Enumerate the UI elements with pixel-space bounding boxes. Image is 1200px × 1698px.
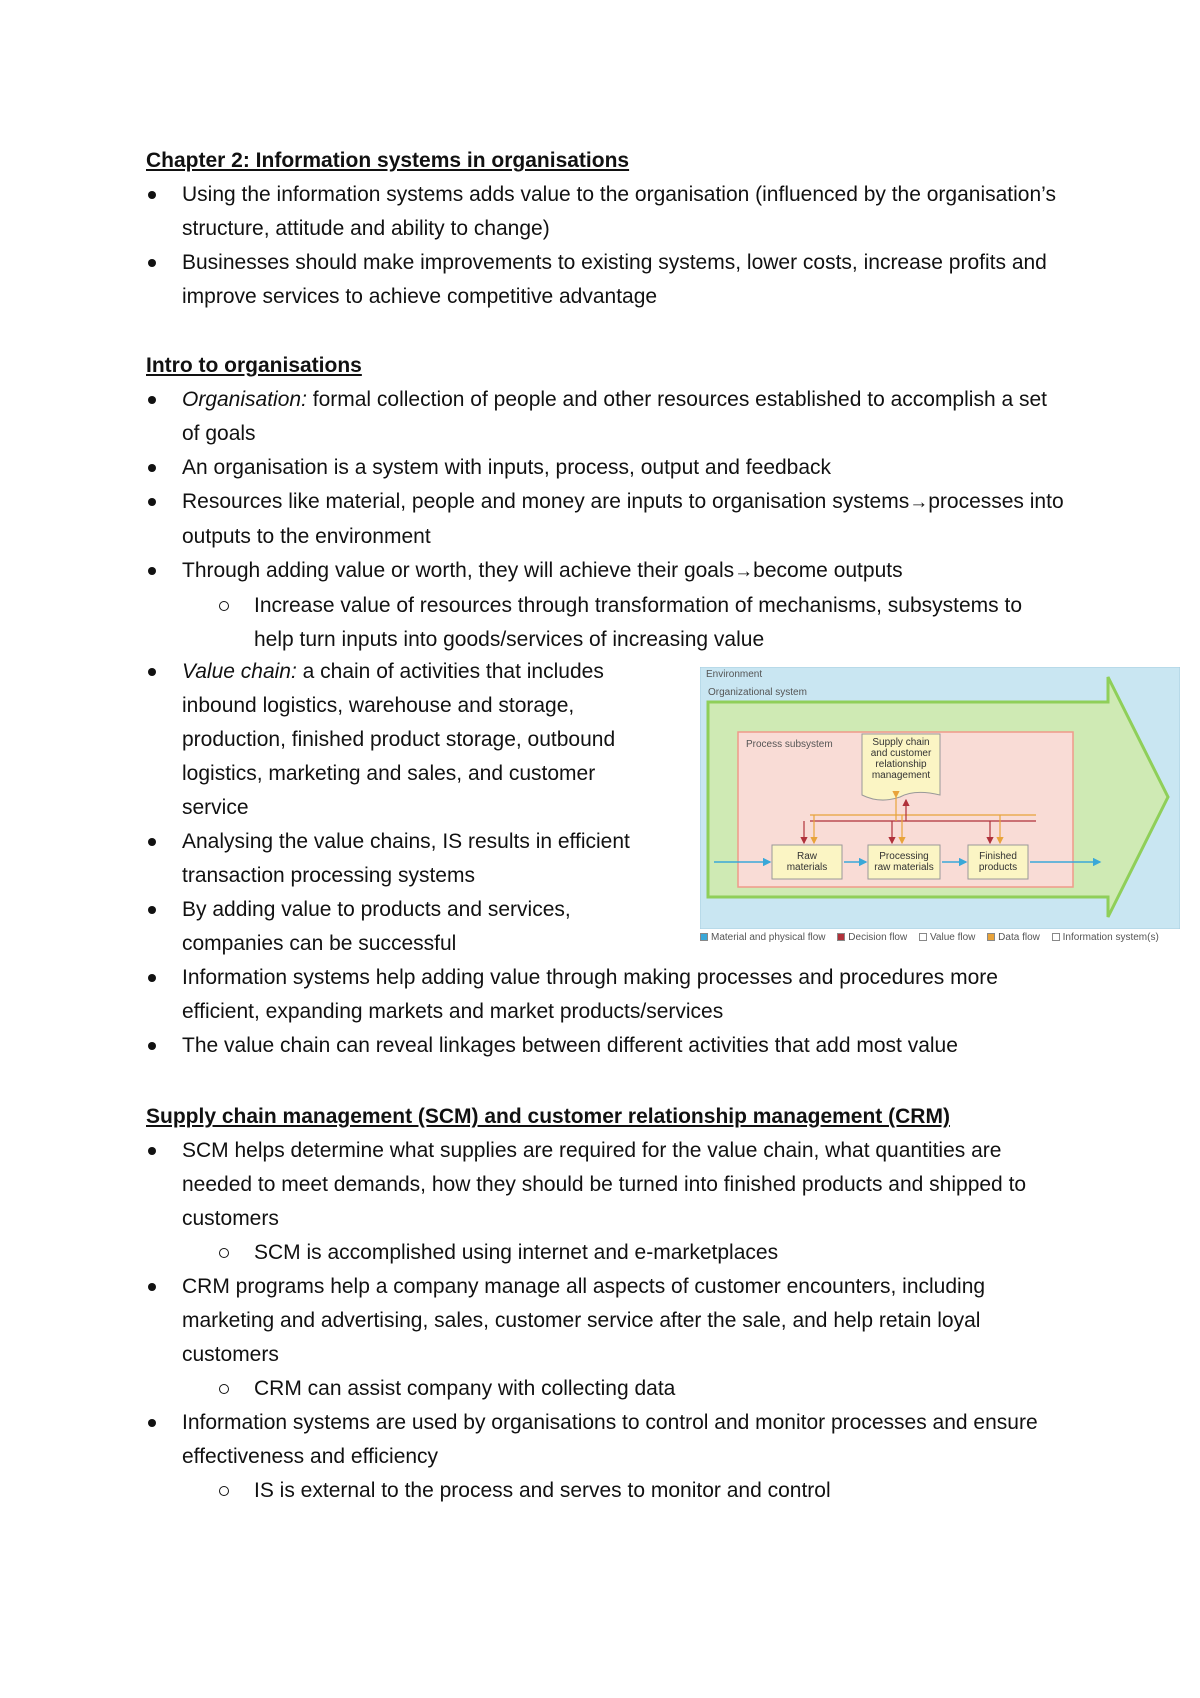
heading-chapter-2: Chapter 2: Information systems in organisations — [146, 149, 630, 172]
diagram-legend: Material and physical flow Decision flow Value flow Data flow Information system(s) — [700, 932, 1180, 946]
raw-materials-label: Raw materials — [786, 851, 828, 873]
list-item: Information systems help adding value through making processes and procedures more efficient, expanding markets and market products/services — [146, 961, 1066, 1029]
legend-swatch-material — [700, 933, 708, 941]
scm-box-label: Supply chain and customer relationship management — [870, 737, 932, 781]
sub-list — [182, 1474, 1066, 1508]
list-item: An organisation is a system with inputs, process, output and feedback — [146, 451, 1066, 485]
sub-list — [182, 1236, 1066, 1270]
sub-list — [182, 589, 1066, 657]
sub-list-item: Increase value of resources through transformation of mechanisms, subsystems to help turn inputs into goods/services of increasing value — [182, 589, 1066, 657]
heading-intro-to-organisations: Intro to organisations — [146, 354, 362, 377]
finished-products-label: Finished products — [978, 851, 1018, 873]
value-chain-diagram — [700, 667, 1180, 947]
list-item: Using the information systems adds value to the organisation (influenced by the organisation’s structure, attitude and ability to change) — [146, 178, 1066, 246]
section-1-list — [146, 178, 1066, 314]
list-item: Resources like material, people and money are inputs to organisation systems→processes into outputs to the environment — [146, 485, 1066, 554]
arrow-right-icon: → — [909, 492, 929, 513]
list-item: Value chain: a chain of activities that includes inbound logistics, warehouse and storage, production, finished product storage, outbound logistics, marketing and sales, and customer service — [146, 655, 666, 825]
legend-swatch-decision — [837, 933, 845, 941]
section-2-list-beside-figure — [146, 655, 666, 961]
list-item: Analysing the value chains, IS results in efficient transaction processing systems — [146, 825, 666, 893]
list-item: The value chain can reveal linkages between different activities that add most value — [146, 1029, 1066, 1063]
section-3-list — [146, 1134, 1066, 1508]
list-item: Organisation: formal collection of people and other resources established to accomplish a set of goals — [146, 383, 1066, 451]
list-item: Through adding value or worth, they will achieve their goals→become outputs Increase value of resources through transformation of mechanisms, subsystems to help turn inputs into goods/services of increasing value — [146, 554, 1066, 657]
term-value-chain: Value chain: — [182, 660, 297, 683]
processing-label: Processing raw materials — [874, 851, 934, 873]
section-2-list-top — [146, 383, 1066, 657]
sub-list-item: SCM is accomplished using internet and e-marketplaces — [182, 1236, 1066, 1270]
list-item: By adding value to products and services, companies can be successful — [146, 893, 666, 961]
list-item: Information systems are used by organisations to control and monitor processes and ensure effectiveness and efficiency IS is external to the process and serves to monitor and control — [146, 1406, 1066, 1508]
legend-swatch-is — [1052, 933, 1060, 941]
legend-swatch-value — [919, 933, 927, 941]
list-item: Businesses should make improvements to existing systems, lower costs, increase profits and improve services to achieve competitive advantage — [146, 246, 1066, 314]
sub-list — [182, 1372, 1066, 1406]
section-2-list-bottom — [146, 961, 1066, 1063]
arrow-right-icon: → — [734, 561, 754, 582]
list-item: CRM programs help a company manage all aspects of customer encounters, including marketing and advertising, sales, customer service after the sale, and help retain loyal customers CRM can assist company with collecting data — [146, 1270, 1066, 1406]
heading-scm-crm: Supply chain management (SCM) and customer relationship management (CRM) — [146, 1105, 950, 1128]
organizational-system-label: Organizational system — [708, 687, 807, 698]
sub-list-item: IS is external to the process and serves to monitor and control — [182, 1474, 1066, 1508]
legend-swatch-data — [987, 933, 995, 941]
sub-list-item: CRM can assist company with collecting data — [182, 1372, 1066, 1406]
process-subsystem-label: Process subsystem — [746, 739, 833, 750]
environment-label: Environment — [706, 669, 763, 680]
term-organisation: Organisation: — [182, 388, 307, 411]
diagram-graphic — [700, 667, 1180, 929]
list-item: SCM helps determine what supplies are required for the value chain, what quantities are needed to meet demands, how they should be turned into finished products and shipped to customers SCM is accomplished using internet and e-marketplaces — [146, 1134, 1066, 1270]
